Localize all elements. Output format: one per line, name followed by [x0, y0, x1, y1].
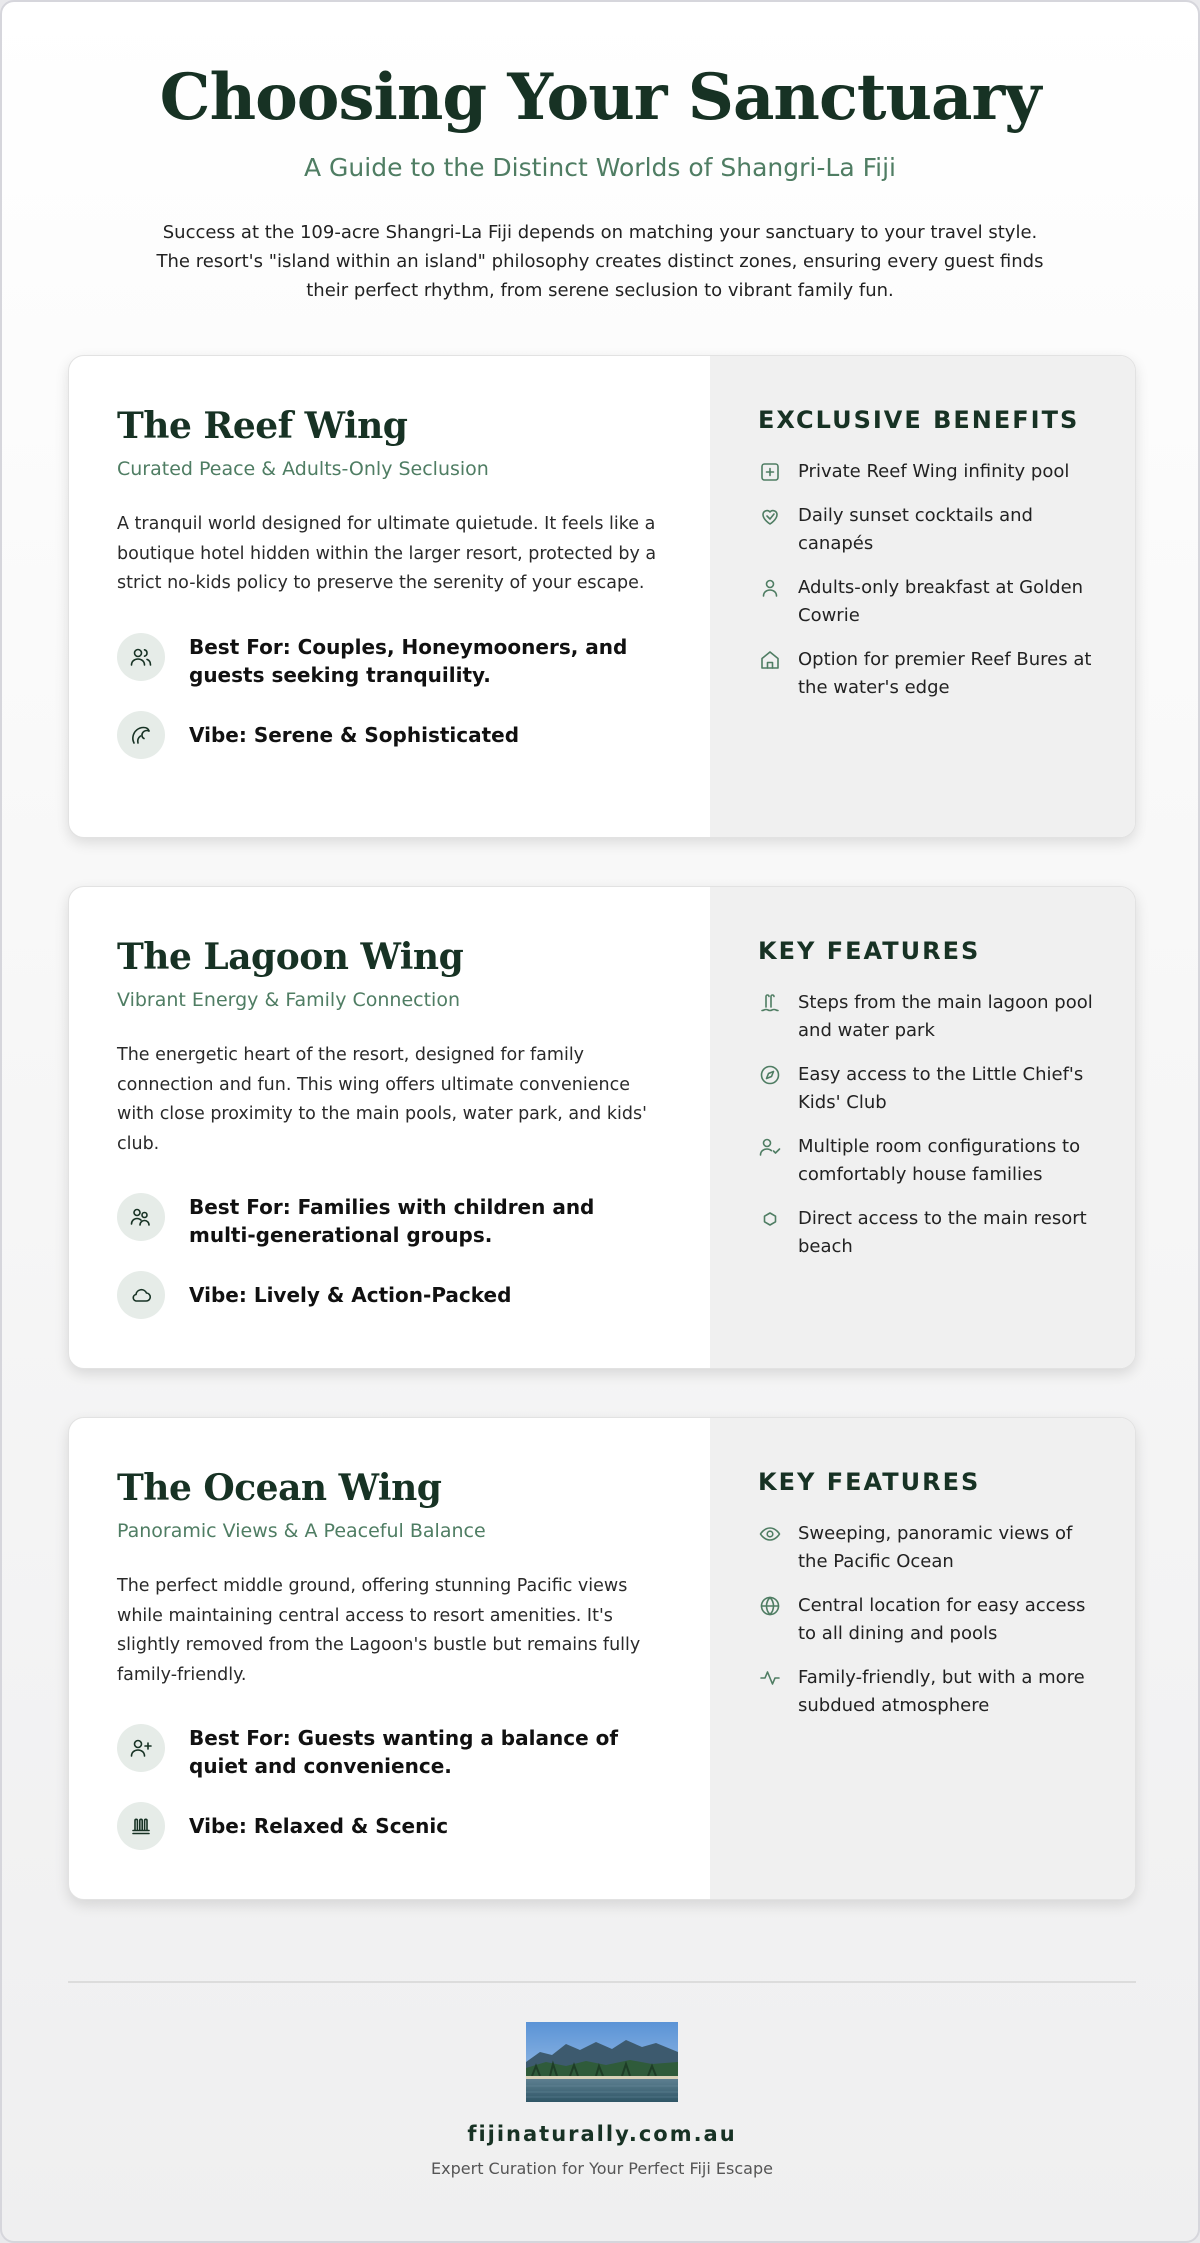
footer — [2, 2022, 1200, 2180]
feature-item — [758, 1520, 1093, 1576]
feature-text: Steps from the main lagoon pool and water park — [798, 992, 1093, 1041]
best-for-text: Best For: Couples, Honeymooners, and guests seeking tranquility. — [189, 634, 628, 687]
best-for-row — [117, 1724, 662, 1780]
user-plus-icon — [117, 1724, 165, 1772]
wing-features-panel — [710, 887, 1136, 1368]
vibe-row — [117, 711, 662, 759]
family-icon — [117, 1193, 165, 1241]
wing-title: The Reef Wing — [117, 405, 408, 447]
features-heading: KEY FEATURES — [758, 937, 981, 965]
cocktail-heart-icon — [758, 504, 782, 528]
wing-features-panel — [710, 356, 1136, 837]
globe-icon — [758, 1594, 782, 1618]
wing-description: The energetic heart of the resort, designed for family connection and fun. This wing offers ultimate convenience with close proximity to the main pools, water park, and kids' club. — [117, 1045, 647, 1154]
best-for-text: Best For: Families with children and multi-generational groups. — [189, 1195, 595, 1247]
feature-text: Sweeping, panoramic views of the Pacific Ocean — [798, 1523, 1073, 1572]
feature-text: Multiple room configurations to comfortably house families — [798, 1136, 1081, 1185]
vibe-row — [117, 1802, 662, 1850]
wing-title: The Lagoon Wing — [117, 936, 464, 978]
footer-tagline: Expert Curation for Your Perfect Fiji Escape — [431, 2159, 773, 2178]
best-for-row — [117, 1193, 662, 1249]
wing-subtitle: Curated Peace & Adults-Only Seclusion — [117, 458, 489, 480]
wing-card-lagoon — [68, 886, 1136, 1369]
best-for-row — [117, 633, 662, 689]
page-title: Choosing Your Sanctuary — [159, 60, 1041, 135]
eye-icon — [758, 1522, 782, 1546]
wing-card-ocean — [68, 1417, 1136, 1900]
feature-item — [758, 1664, 1093, 1720]
footer-divider — [68, 1981, 1136, 1983]
island-photo — [526, 2022, 678, 2102]
vibe-row — [117, 1271, 662, 1319]
feature-text: Direct access to the main resort beach — [798, 1208, 1087, 1257]
wing-features-panel — [710, 1418, 1136, 1899]
wing-overview — [69, 887, 710, 1368]
heater-icon — [117, 1802, 165, 1850]
feature-item — [758, 1592, 1093, 1648]
activity-icon — [758, 1666, 782, 1690]
users-icon — [117, 633, 165, 681]
feature-item — [758, 1061, 1093, 1117]
home-icon — [758, 648, 782, 672]
feature-item — [758, 502, 1093, 558]
pool-ladder-icon — [758, 991, 782, 1015]
user-check-icon — [758, 1135, 782, 1159]
features-heading: KEY FEATURES — [758, 1468, 981, 1496]
feature-item — [758, 574, 1093, 630]
feature-text: Option for premier Reef Bures at the water's edge — [798, 649, 1092, 698]
wing-title: The Ocean Wing — [117, 1467, 442, 1509]
feature-item — [758, 1133, 1093, 1189]
wing-overview — [69, 1418, 710, 1899]
feature-text: Easy access to the Little Chief's Kids' Club — [798, 1064, 1084, 1113]
feature-item — [758, 646, 1093, 702]
vibe-text: Vibe: Lively & Action-Packed — [189, 1283, 512, 1307]
feature-item — [758, 1205, 1093, 1261]
compass-icon — [758, 1063, 782, 1087]
vibe-text: Vibe: Relaxed & Scenic — [189, 1814, 449, 1838]
best-for-text: Best For: Guests wanting a balance of quiet and convenience. — [189, 1726, 619, 1778]
feature-text: Central location for easy access to all dining and pools — [798, 1595, 1086, 1644]
plus-square-icon — [758, 460, 782, 484]
feature-text: Adults-only breakfast at Golden Cowrie — [798, 577, 1084, 626]
wing-overview — [69, 356, 710, 837]
cloud-icon — [117, 1271, 165, 1319]
person-icon — [758, 576, 782, 600]
vibe-text: Vibe: Serene & Sophisticated — [189, 722, 520, 747]
wing-subtitle: Vibrant Energy & Family Connection — [117, 989, 461, 1011]
intro-paragraph: Success at the 109-acre Shangri-La Fiji depends on matching your sanctuary to your travel style. The resort's "island within an island" philosophy creates distinct zones, ensuring every guest finds their perfect rhythm, from serene seclusion to vibrant family fun. — [156, 222, 1044, 301]
page-subtitle: A Guide to the Distinct Worlds of Shangri-La Fiji — [304, 153, 896, 182]
feature-item — [758, 458, 1093, 486]
wing-subtitle: Panoramic Views & A Peaceful Balance — [117, 1520, 486, 1542]
feature-text: Family-friendly, but with a more subdued atmosphere — [798, 1667, 1085, 1716]
header — [2, 2, 1198, 305]
footer-site-name: fijinaturally.com.au — [467, 2122, 737, 2146]
wing-card-reef — [68, 355, 1136, 838]
wing-description: The perfect middle ground, offering stunning Pacific views while maintaining central access to resort amenities. It's slightly removed from the Lagoon's bustle but remains fully family-friendly. — [117, 1576, 641, 1685]
hexagon-icon — [758, 1207, 782, 1231]
feature-text: Private Reef Wing infinity pool — [798, 461, 1070, 482]
wing-description: A tranquil world designed for ultimate quietude. It feels like a boutique hotel hidden within the larger resort, protected by a strict no-kids policy to preserve the serenity of your escape. — [117, 514, 657, 593]
feature-item — [758, 989, 1093, 1045]
wave-icon — [117, 711, 165, 759]
feature-text: Daily sunset cocktails and canapés — [798, 505, 1033, 554]
features-heading: EXCLUSIVE BENEFITS — [758, 406, 1080, 434]
